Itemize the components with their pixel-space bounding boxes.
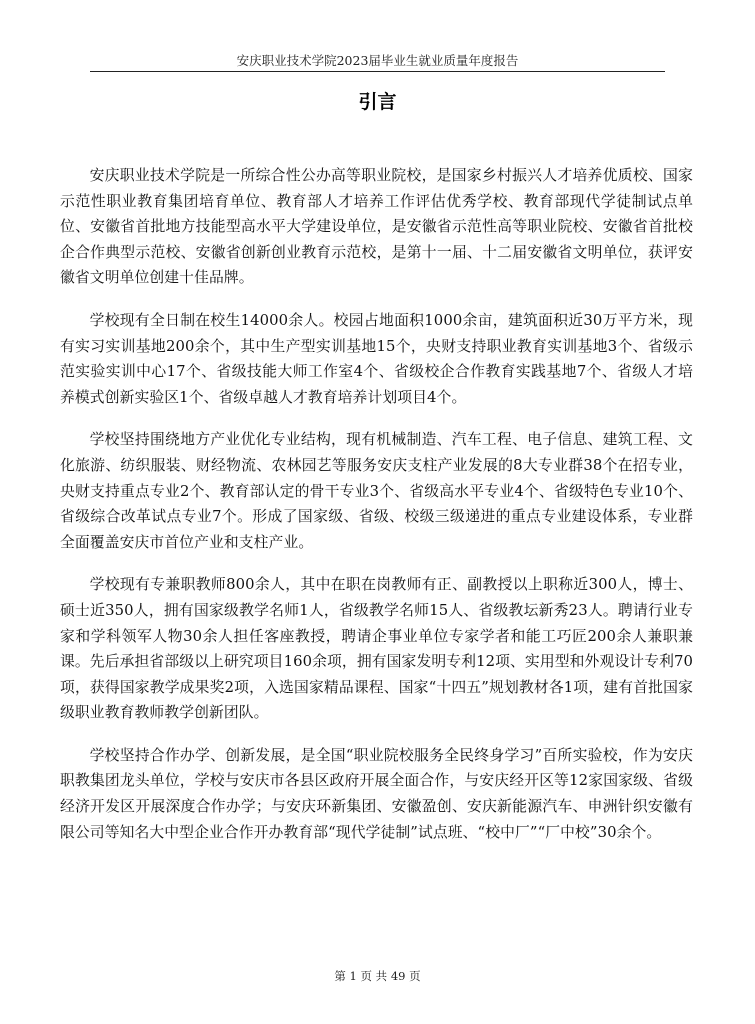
paragraph-intro: 安庆职业技术学院是一所综合性公办高等职业院校，是国家乡村振兴人才培养优质校、国家示范性职业教育集团培育单位、教育部人才培养工作评估优秀学校、教育部现代学徒制试点单位、安徽省首批地方技能型高水平大学建设单位，是安徽省示范性高等职业院校、安徽省首批校企合作典型示范校、安徽省创新创业教育示范校，是第十一届、十二届安徽省文明单位，获评安徽省文明单位创建十佳品牌。	[60, 167, 693, 287]
document-body	[60, 163, 693, 862]
header-divider	[90, 71, 665, 72]
paragraph-cooperation: 学校坚持合作办学、创新发展，是全国“职业院校服务全民终身学习”百所实验校，作为安庆职教集团龙头单位，学校与安庆市各县区政府开展全面合作，与安庆经开区等12家国家级、省级经济开发区开展深度合作办学；与安庆环新集团、安徽盈创、安庆新能源汽车、申洲针织安徽有限公司等知名大中型企业合作开办教育部“现代学徒制”试点班、“校中厂”“厂中校”30余个。	[60, 746, 693, 841]
running-header: 安庆职业技术学院2023届毕业生就业质量年度报告	[236, 53, 519, 68]
paragraph-faculty: 学校现有专兼职教师800余人，其中在职在岗教师有正、副教授以上职称近300人，博士、硕士近350人，拥有国家级教学名师1人，省级教学名师15人、省级教坛新秀23人。聘请行业专家和学科领军人物30余人担任客座教授，聘请企事业单位专家学者和能工巧匠200余人兼职兼课。先后承担省部级以上研究项目160余项，拥有国家发明专利12项、实用型和外观设计专利70项，获得国家教学成果奖2项，入选国家精品课程、国家“十四五”规划教材各1项，建有首批国家级职业教育教师教学创新团队。	[60, 576, 693, 722]
paragraph-campus: 学校现有全日制在校生14000余人。校园占地面积1000余亩，建筑面积近30万平方米，现有实习实训基地200余个，其中生产型实训基地15个，央财支持职业教育实训基地3个、省级示范实验实训中心17个、省级技能大师工作室4个、省级校企合作教育实践基地7个、省级人才培养模式创新实验区1个、省级卓越人才教育培养计划项目4个。	[60, 311, 693, 406]
paragraph-majors: 学校坚持围绕地方产业优化专业结构，现有机械制造、汽车工程、电子信息、建筑工程、文化旅游、纺织服装、财经物流、农林园艺等服务安庆支柱产业发展的8大专业群38个在招专业，央财支持重点专业2个、教育部认定的骨干专业3个、省级高水平专业4个、省级特色专业10个、省级综合改革试点专业7个。形成了国家级、省级、校级三级递进的重点专业建设体系，专业群全面覆盖安庆市首位产业和支柱产业。	[60, 431, 693, 551]
section-title: 引言	[358, 91, 397, 113]
page-number: 第 1 页 共 49 页	[334, 969, 421, 983]
